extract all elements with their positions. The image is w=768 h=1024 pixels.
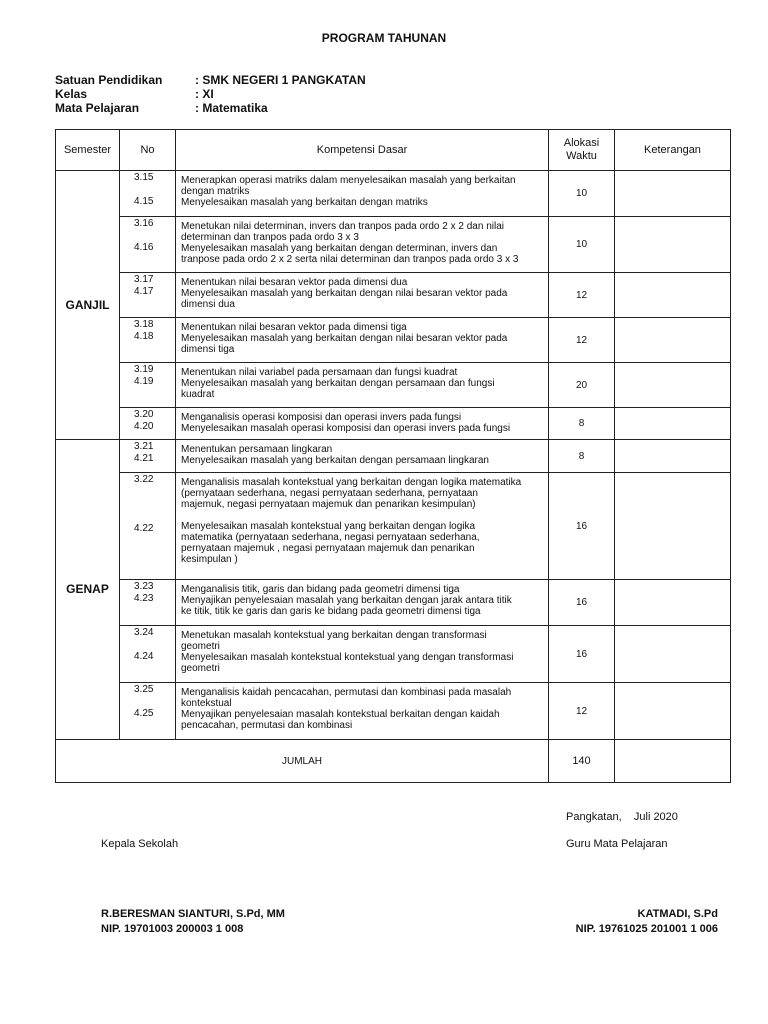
row-no-3: 3.23 [134,581,154,592]
kd-line: Menetukan masalah kontekstual yang berkaitan dengan transformasi [181,630,487,641]
kd-line: kontekstual [181,698,232,709]
header-kompetensi-dasar: Kompetensi Dasar [176,130,549,171]
kd-line: pernyataan majemuk , negasi pernyataan majemuk dan penarikan [181,543,475,554]
table-row [56,683,731,740]
row-no-4: 4.24 [134,651,154,662]
row-keterangan [615,626,731,683]
row-no-4: 4.18 [134,331,154,342]
row-no-cell [120,626,176,683]
kd-line: Menentukan nilai besaran vektor pada dimensi tiga [181,322,407,333]
row-no-cell [120,217,176,273]
row-no-cell [120,318,176,363]
kd-line: Menganalisis masalah kontekstual yang berkaitan dengan logika matematika [181,477,522,488]
row-kd [176,626,549,683]
info-label-mapel: Mata Pelajaran [55,101,140,115]
row-keterangan [615,440,731,473]
left-signatory-name: R.BERESMAN SIANTURI, S.Pd, MM [101,908,285,920]
row-alokasi: 12 [549,683,615,740]
kd-line: kesimpulan ) [181,554,238,565]
kd-line: kuadrat [181,389,215,400]
row-keterangan [615,318,731,363]
row-keterangan [615,683,731,740]
row-no-3: 3.22 [134,474,154,485]
kd-line: Menyajikan penyelesaian masalah yang berkaitan dengan jarak antara titik [181,595,512,606]
row-no-4: 4.25 [134,708,154,719]
row-no-cell [120,408,176,440]
row-alokasi: 16 [549,473,615,580]
row-no-cell [120,580,176,626]
semester-ganjil: GANJIL [56,171,120,440]
row-no-3: 3.20 [134,409,154,420]
table-row [56,273,731,318]
row-alokasi: 16 [549,626,615,683]
row-no-cell [120,273,176,318]
row-keterangan [615,217,731,273]
right-signatory-nip: NIP. 19761025 201001 1 006 [575,923,718,935]
right-signatory-name: KATMADI, S.Pd [637,908,718,920]
row-alokasi: 12 [549,318,615,363]
document-title: PROGRAM TAHUNAN [321,31,447,45]
semester-genap: GENAP [56,440,120,740]
header-alokasi-line1: Alokasi [563,137,600,149]
table-header-row [56,130,731,171]
row-keterangan [615,171,731,217]
row-no-3: 3.17 [134,274,154,285]
jumlah-value: 140 [549,740,615,783]
row-kd [176,440,549,473]
left-signatory [101,907,285,937]
kd-line: Menganalisis kaidah pencacahan, permutasi dan kombinasi pada masalah [181,687,512,698]
kd-line: geometri [181,663,220,674]
row-alokasi: 16 [549,580,615,626]
row-keterangan [615,580,731,626]
kd-line: dimensi dua [181,299,235,310]
place-date [566,811,678,823]
row-no-cell [120,440,176,473]
header-no: No [120,130,176,171]
row-no-4: 4.19 [134,376,154,387]
row-no-3: 3.24 [134,627,154,638]
row-no-3: 3.25 [134,684,154,695]
row-kd [176,408,549,440]
row-no-4: 4.20 [134,421,154,432]
header-keterangan: Keterangan [615,130,731,171]
row-no-4: 4.23 [134,593,154,604]
row-kd [176,318,549,363]
row-no-3: 3.21 [134,441,154,452]
header-semester: Semester [56,130,120,171]
kd-line: Menyelesaikan masalah yang berkaitan dengan nilai besaran vektor pada [181,288,508,299]
kd-line: majemuk, negasi pernyataan majemuk dan penarikan kesimpulan) [181,499,476,510]
kd-line: Menerapkan operasi matriks dalam menyelesaikan masalah yang berkaitan [181,175,516,186]
row-keterangan [615,408,731,440]
table-row [56,171,731,217]
header-alokasi-line2: Waktu [566,150,597,162]
row-keterangan [615,363,731,408]
jumlah-keterangan [615,740,731,783]
row-kd [176,683,549,740]
row-no-cell [120,683,176,740]
info-value-satuan: : SMK NEGERI 1 PANGKATAN [195,73,366,87]
row-no-4: 4.15 [134,196,154,207]
kd-line: Menyelesaikan masalah operasi komposisi dan operasi invers pada fungsi [181,423,511,434]
table-row [56,626,731,683]
kd-line: dimensi tiga [181,344,235,355]
row-no-4: 4.22 [134,523,154,534]
row-kd [176,273,549,318]
kd-line: Menyelesaikan masalah yang berkaitan dengan matriks [181,197,428,208]
kd-line: Menetukan nilai determinan, invers dan tranpos pada ordo 2 x 2 dan nilai [181,221,504,232]
row-no-3: 3.18 [134,319,154,330]
kd-line: matematika (pernyataan sederhana, negasi pernyataan sederhana, [181,532,480,543]
row-no-4: 4.21 [134,453,154,464]
row-no-3: 3.15 [134,172,154,183]
kd-line: Menyajikan penyelesaian masalah kontekstual berkaitan dengan kaidah [181,709,500,720]
table-row [56,217,731,273]
kd-line: Menyelesaikan masalah yang berkaitan dengan determinan, invers dan [181,243,498,254]
table-row [56,318,731,363]
row-kd [176,473,549,580]
row-kd [176,217,549,273]
table-row [56,440,731,473]
table-row [56,473,731,580]
row-no-cell [120,363,176,408]
row-alokasi: 10 [549,217,615,273]
row-keterangan [615,273,731,318]
table-row [56,408,731,440]
row-alokasi: 8 [549,408,615,440]
row-alokasi: 12 [549,273,615,318]
kd-line: Menganalisis titik, garis dan bidang pada geometri dimensi tiga [181,584,460,595]
kd-line: Menyelesaikan masalah yang berkaitan dengan persamaan dan fungsi [181,378,495,389]
kd-line: Menganalisis operasi komposisi dan operasi invers pada fungsi [181,412,462,423]
row-alokasi: 8 [549,440,615,473]
row-kd [176,580,549,626]
left-signatory-nip: NIP. 19701003 200003 1 008 [101,923,244,935]
row-no-cell [120,171,176,217]
kd-line: geometri [181,641,220,652]
row-alokasi: 10 [549,171,615,217]
kd-line: pencacahan, permutasi dan kombinasi [181,720,353,731]
info-value-kelas: : XI [195,87,214,101]
table-row [56,363,731,408]
kd-line [181,510,543,521]
kd-line: tranpose pada ordo 2 x 2 serta nilai determinan dan tranpos pada ordo 3 x 3 [181,254,519,265]
kd-line: Menyelesaikan masalah kontekstual yang berkaitan dengan logika [181,521,476,532]
row-keterangan [615,473,731,580]
info-label-satuan: Satuan Pendidikan [55,73,163,87]
kd-line: Menyelesaikan masalah kontekstual kontekstual yang dengan transformasi [181,652,514,663]
jumlah-row [56,740,731,783]
kd-line: ke titik, titik ke garis dan garis ke bidang pada geometri dimensi tiga [181,606,481,617]
kd-line: Menentukan nilai variabel pada persamaan dan fungsi kuadrat [181,367,458,378]
kd-line: Menyelesaikan masalah yang berkaitan dengan nilai besaran vektor pada [181,333,508,344]
row-no-4: 4.17 [134,286,154,297]
kd-line: Menentukan persamaan lingkaran [181,444,333,455]
row-no-cell [120,473,176,580]
place-date-text: Pangkatan, Juli 2020 [566,811,678,823]
table-row [56,580,731,626]
jumlah-label: JUMLAH [56,740,549,783]
row-kd [176,363,549,408]
right-signatory [530,907,718,937]
row-alokasi: 20 [549,363,615,408]
info-label-kelas: Kelas [55,87,88,101]
info-value-mapel: : Matematika [195,101,268,115]
row-no-3: 3.19 [134,364,154,375]
kd-line: Menentukan nilai besaran vektor pada dimensi dua [181,277,408,288]
row-no-4: 4.16 [134,242,154,253]
left-role: Kepala Sekolah [101,838,179,850]
row-kd [176,171,549,217]
right-role: Guru Mata Pelajaran [566,838,668,850]
kd-line: Menyelesaikan masalah yang berkaitan dengan persamaan lingkaran [181,455,489,466]
kd-line: (pernyataan sederhana, negasi pernyataan sederhana, pernyataan [181,488,478,499]
header-alokasi-waktu [549,130,615,171]
kd-line: dengan matriks [181,186,250,197]
row-no-3: 3.16 [134,218,154,229]
kd-line: determinan dan tranpos pada ordo 3 x 3 [181,232,359,243]
program-tahunan-table [55,129,731,783]
